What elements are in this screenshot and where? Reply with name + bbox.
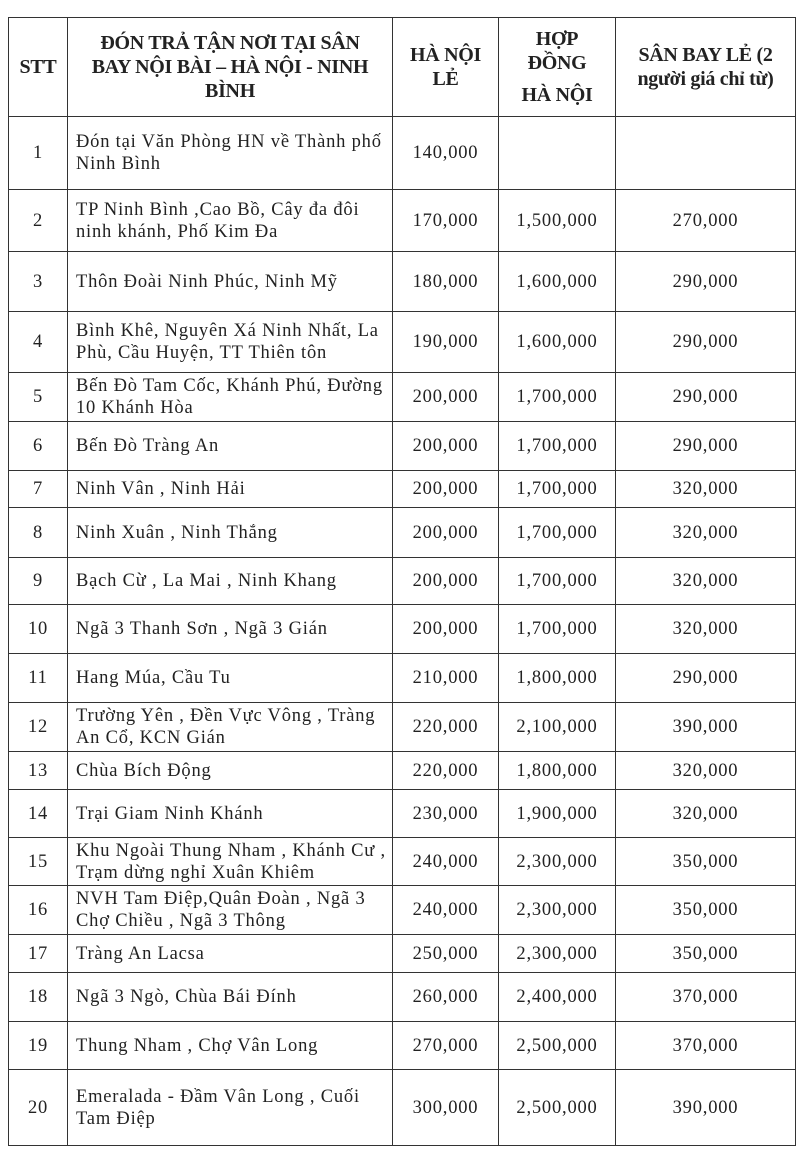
cell-hanoi-le: 240,000 xyxy=(393,886,499,935)
table-row xyxy=(9,422,796,471)
cell-san-bay-le: 290,000 xyxy=(616,373,796,422)
cell-hop-dong: 1,500,000 xyxy=(499,190,616,252)
cell-san-bay-le: 370,000 xyxy=(616,1022,796,1070)
cell-route: Ngã 3 Thanh Sơn , Ngã 3 Gián xyxy=(68,605,393,654)
price-table xyxy=(8,17,796,1146)
cell-san-bay-le: 320,000 xyxy=(616,558,796,605)
cell-hop-dong: 1,700,000 xyxy=(499,471,616,508)
header-hop-dong xyxy=(499,18,616,117)
cell-hanoi-le: 270,000 xyxy=(393,1022,499,1070)
cell-stt: 12 xyxy=(9,703,68,752)
cell-san-bay-le: 290,000 xyxy=(616,422,796,471)
table-row xyxy=(9,886,796,935)
cell-hanoi-le: 190,000 xyxy=(393,312,499,373)
cell-san-bay-le: 320,000 xyxy=(616,508,796,558)
cell-san-bay-le: 370,000 xyxy=(616,973,796,1022)
cell-route: Thôn Đoài Ninh Phúc, Ninh Mỹ xyxy=(68,252,393,312)
cell-hanoi-le: 220,000 xyxy=(393,752,499,790)
cell-hanoi-le: 140,000 xyxy=(393,117,499,190)
table-row xyxy=(9,790,796,838)
cell-hanoi-le: 200,000 xyxy=(393,471,499,508)
cell-hop-dong: 2,300,000 xyxy=(499,935,616,973)
cell-san-bay-le: 290,000 xyxy=(616,312,796,373)
cell-san-bay-le: 290,000 xyxy=(616,654,796,703)
header-hanoi-le: HÀ NỘI LẺ xyxy=(393,18,499,117)
cell-stt: 15 xyxy=(9,838,68,886)
cell-route: Emeralada - Đầm Vân Long , Cuối Tam Điệp xyxy=(68,1070,393,1146)
cell-stt: 19 xyxy=(9,1022,68,1070)
cell-hop-dong xyxy=(499,117,616,190)
header-hop-dong-line1: HỢP xyxy=(535,28,579,50)
cell-hop-dong: 1,600,000 xyxy=(499,312,616,373)
cell-hop-dong: 2,300,000 xyxy=(499,838,616,886)
cell-san-bay-le: 320,000 xyxy=(616,605,796,654)
cell-hanoi-le: 220,000 xyxy=(393,703,499,752)
cell-route: Thung Nham , Chợ Vân Long xyxy=(68,1022,393,1070)
table-row xyxy=(9,190,796,252)
table-row xyxy=(9,935,796,973)
header-row xyxy=(9,18,796,117)
cell-route: NVH Tam Điệp,Quân Đoàn , Ngã 3 Chợ Chiều , Ngã 3 Thông xyxy=(68,886,393,935)
header-stt: STT xyxy=(9,18,68,117)
cell-hanoi-le: 240,000 xyxy=(393,838,499,886)
cell-stt: 14 xyxy=(9,790,68,838)
cell-san-bay-le: 320,000 xyxy=(616,471,796,508)
cell-route: Khu Ngoài Thung Nham , Khánh Cư , Trạm dừng nghỉ Xuân Khiêm xyxy=(68,838,393,886)
cell-route: Ninh Xuân , Ninh Thắng xyxy=(68,508,393,558)
cell-hanoi-le: 250,000 xyxy=(393,935,499,973)
cell-san-bay-le: 290,000 xyxy=(616,252,796,312)
table-row xyxy=(9,471,796,508)
cell-san-bay-le: 320,000 xyxy=(616,752,796,790)
cell-stt: 8 xyxy=(9,508,68,558)
cell-route: Bến Đò Tràng An xyxy=(68,422,393,471)
cell-hanoi-le: 300,000 xyxy=(393,1070,499,1146)
cell-hop-dong: 1,800,000 xyxy=(499,752,616,790)
cell-hop-dong: 2,400,000 xyxy=(499,973,616,1022)
cell-route: Bạch Cừ , La Mai , Ninh Khang xyxy=(68,558,393,605)
cell-hop-dong: 1,700,000 xyxy=(499,508,616,558)
cell-hop-dong: 1,700,000 xyxy=(499,558,616,605)
cell-hanoi-le: 200,000 xyxy=(393,605,499,654)
cell-hop-dong: 1,700,000 xyxy=(499,373,616,422)
cell-san-bay-le: 390,000 xyxy=(616,1070,796,1146)
cell-san-bay-le: 390,000 xyxy=(616,703,796,752)
header-hop-dong-line2: ĐỒNG xyxy=(527,52,587,74)
cell-route: TP Ninh Bình ,Cao Bồ, Cây đa đôi ninh khánh, Phố Kim Đa xyxy=(68,190,393,252)
cell-hop-dong: 1,700,000 xyxy=(499,605,616,654)
cell-route: Hang Múa, Cầu Tu xyxy=(68,654,393,703)
table-row xyxy=(9,312,796,373)
cell-route: Bình Khê, Nguyên Xá Ninh Nhất, La Phù, Cầu Huyện, TT Thiên tôn xyxy=(68,312,393,373)
cell-hop-dong: 2,300,000 xyxy=(499,886,616,935)
cell-stt: 10 xyxy=(9,605,68,654)
table-row xyxy=(9,838,796,886)
cell-hanoi-le: 230,000 xyxy=(393,790,499,838)
header-san-bay-le: SÂN BAY LẺ (2 người giá chỉ từ) xyxy=(616,18,796,117)
cell-stt: 3 xyxy=(9,252,68,312)
cell-stt: 1 xyxy=(9,117,68,190)
cell-hanoi-le: 200,000 xyxy=(393,558,499,605)
cell-route: Tràng An Lacsa xyxy=(68,935,393,973)
table-row xyxy=(9,373,796,422)
cell-route: Bến Đò Tam Cốc, Khánh Phú, Đường 10 Khánh Hòa xyxy=(68,373,393,422)
cell-stt: 17 xyxy=(9,935,68,973)
cell-hanoi-le: 170,000 xyxy=(393,190,499,252)
cell-san-bay-le: 350,000 xyxy=(616,838,796,886)
cell-stt: 2 xyxy=(9,190,68,252)
table-row xyxy=(9,605,796,654)
cell-san-bay-le: 350,000 xyxy=(616,935,796,973)
cell-hanoi-le: 180,000 xyxy=(393,252,499,312)
cell-stt: 4 xyxy=(9,312,68,373)
cell-route: Trường Yên , Đền Vực Vông , Tràng An Cổ, KCN Gián xyxy=(68,703,393,752)
cell-stt: 6 xyxy=(9,422,68,471)
cell-stt: 11 xyxy=(9,654,68,703)
cell-hanoi-le: 200,000 xyxy=(393,422,499,471)
cell-stt: 13 xyxy=(9,752,68,790)
table-row xyxy=(9,703,796,752)
cell-stt: 7 xyxy=(9,471,68,508)
cell-stt: 16 xyxy=(9,886,68,935)
cell-san-bay-le: 350,000 xyxy=(616,886,796,935)
cell-hanoi-le: 210,000 xyxy=(393,654,499,703)
cell-hop-dong: 2,100,000 xyxy=(499,703,616,752)
cell-route: Trại Giam Ninh Khánh xyxy=(68,790,393,838)
cell-san-bay-le: 270,000 xyxy=(616,190,796,252)
cell-hop-dong: 2,500,000 xyxy=(499,1070,616,1146)
table-row xyxy=(9,117,796,190)
cell-stt: 20 xyxy=(9,1070,68,1146)
cell-hanoi-le: 200,000 xyxy=(393,508,499,558)
cell-san-bay-le xyxy=(616,117,796,190)
cell-hop-dong: 1,800,000 xyxy=(499,654,616,703)
cell-route: Đón tại Văn Phòng HN về Thành phố Ninh Bình xyxy=(68,117,393,190)
table-row xyxy=(9,973,796,1022)
cell-route: Chùa Bích Động xyxy=(68,752,393,790)
cell-hanoi-le: 200,000 xyxy=(393,373,499,422)
table-row xyxy=(9,558,796,605)
cell-stt: 9 xyxy=(9,558,68,605)
cell-stt: 5 xyxy=(9,373,68,422)
cell-route: Ninh Vân , Ninh Hải xyxy=(68,471,393,508)
table-row xyxy=(9,1070,796,1146)
table-row xyxy=(9,1022,796,1070)
header-hop-dong-line3: HÀ NỘI xyxy=(521,84,593,106)
cell-hanoi-le: 260,000 xyxy=(393,973,499,1022)
cell-san-bay-le: 320,000 xyxy=(616,790,796,838)
table-row xyxy=(9,252,796,312)
cell-hop-dong: 1,900,000 xyxy=(499,790,616,838)
header-route: ĐÓN TRẢ TẬN NƠI TẠI SÂN BAY NỘI BÀI – HÀ NỘI - NINH BÌNH xyxy=(68,18,393,117)
table-row xyxy=(9,654,796,703)
cell-hop-dong: 1,700,000 xyxy=(499,422,616,471)
cell-route: Ngã 3 Ngò, Chùa Bái Đính xyxy=(68,973,393,1022)
cell-stt: 18 xyxy=(9,973,68,1022)
table-row xyxy=(9,508,796,558)
cell-hop-dong: 1,600,000 xyxy=(499,252,616,312)
cell-hop-dong: 2,500,000 xyxy=(499,1022,616,1070)
table-row xyxy=(9,752,796,790)
